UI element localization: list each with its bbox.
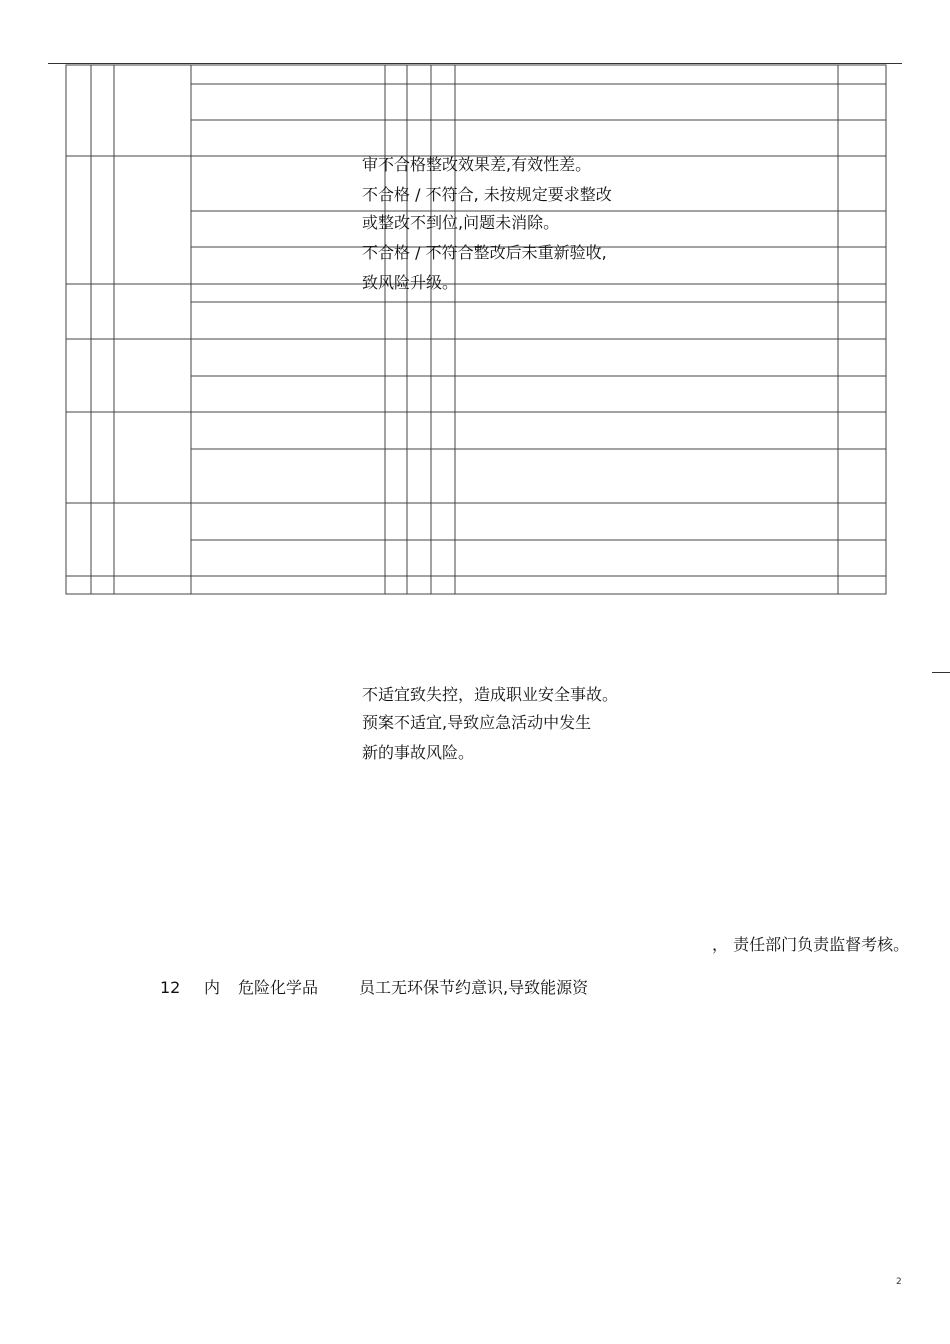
page-number: 2 (896, 1277, 902, 1287)
middle-line-3: 新的事故风险。 (362, 743, 475, 762)
row12-item: 危险化学品 (238, 978, 319, 997)
row12-type: 内 (204, 978, 221, 997)
table-border (66, 65, 886, 594)
overlay-line-4: 不合格 / 不符合整改后未重新验收, (362, 243, 607, 262)
overlay-line-1: 审不合格整改效果差,有效性差。 (362, 155, 592, 174)
row12-description: 员工无环保节约意识,导致能源资 (359, 978, 589, 997)
middle-line-1: 不适宜致失控，造成职业安全事故。 (362, 685, 619, 704)
row12-number: 12 (160, 978, 181, 997)
risk-table-grid (0, 0, 950, 620)
overlay-line-5: 致风险升级。 (362, 273, 459, 292)
overlay-line-2: 不合格 / 不符合, 未按规定要求整改 (362, 185, 612, 204)
responsibility-note: ， 责任部门负责监督考核。 (712, 935, 910, 954)
overlay-line-3: 或整改不到位,问题未消除。 (362, 213, 560, 232)
middle-line-2: 预案不适宜,导致应急活动中发生 (362, 713, 592, 732)
side-mark (932, 672, 950, 673)
